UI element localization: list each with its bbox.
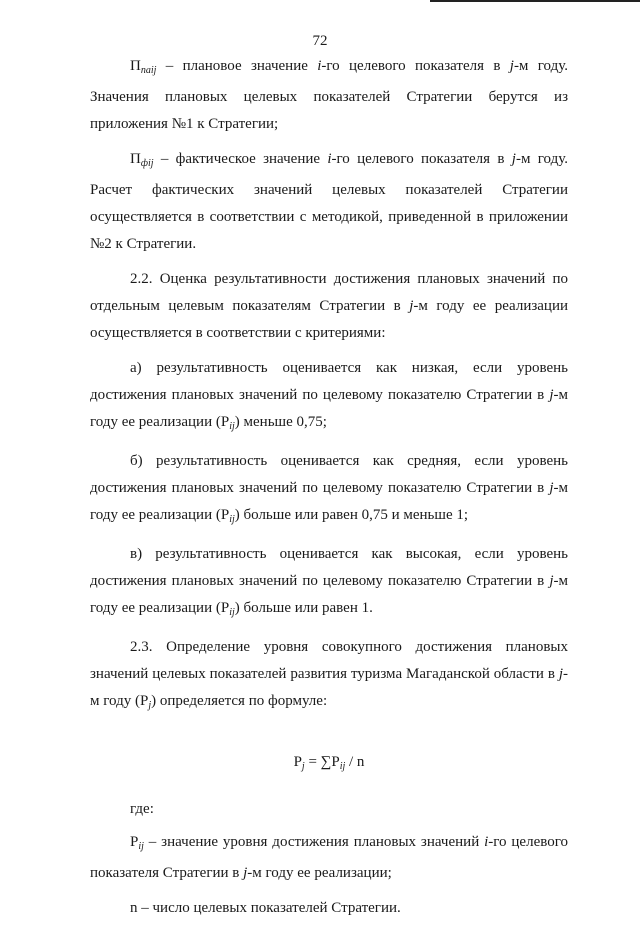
text: а) результативность оценивается как низкая, если уровень достижения плановых значений по целевому показателю Стратегии в [90, 360, 568, 403]
text: -м году ее реализации (Р [90, 387, 568, 430]
subscript: ij [229, 421, 235, 432]
text: ) больше или равен 1. [234, 600, 373, 616]
text: -го целевого показателя в [331, 151, 512, 167]
var-j: j [243, 865, 248, 881]
text: -м году ее реализации осуществляется в соответствии с критериями: [90, 298, 569, 341]
formula-rhs: / n [345, 754, 365, 770]
paragraph-2-2 [90, 266, 568, 347]
text: б) результативность оценивается как средняя, если уровень достижения плановых значений по целевому показателю Стратегии в [90, 453, 568, 496]
criterion-b [90, 448, 568, 533]
var-j: j [409, 298, 414, 314]
text: ) меньше 0,75; [234, 414, 327, 430]
subscript: ij [339, 761, 346, 772]
document-body [90, 53, 568, 930]
text: -м году (Р [90, 666, 568, 709]
subscript: ij [138, 841, 144, 852]
where-label: где: [130, 801, 154, 817]
text: ) больше или равен 0,75 и меньше 1; [234, 507, 469, 523]
paragraph-plan-value [90, 53, 568, 138]
text: -м году. Значения плановых целевых показателей Стратегии берутся из приложения №1 к Стратегии; [90, 58, 568, 132]
var-j: j [558, 666, 563, 682]
text: -м году ее реализации (Р [90, 573, 568, 616]
paragraph-fact-value [90, 146, 568, 258]
var-i: i [484, 834, 489, 850]
definition-pij [90, 829, 568, 887]
symbol: Р [130, 834, 139, 850]
var-j: j [549, 387, 554, 403]
page-number: 72 [312, 33, 328, 49]
text: – фактическое значение [153, 151, 328, 167]
subscript: j [301, 761, 305, 772]
text: – плановое значение [156, 58, 318, 74]
top-rule [430, 0, 640, 2]
text: – значение уровня достижения плановых значений [143, 834, 485, 850]
subscript: фij [140, 158, 154, 169]
text: -м году. Расчет фактических значений целевых показателей Стратегии осуществляется в соответствии с методикой, приведенной в приложении №2 к Стратегии. [90, 151, 569, 252]
symbol: П [130, 151, 141, 167]
formula-mid: = ∑Р [304, 754, 340, 770]
subscript: пaij [140, 65, 157, 76]
text: -го целевого показателя в [321, 58, 510, 74]
var-i: i [317, 58, 322, 74]
var-j: j [549, 573, 554, 589]
var-i: i [327, 151, 332, 167]
criterion-a [90, 355, 568, 440]
text: -м году ее реализации (Р [90, 480, 568, 523]
var-j: j [549, 480, 554, 496]
text: -го целевого показателя Стратегии в [90, 834, 568, 881]
subscript: ij [229, 607, 235, 618]
subscript: j [148, 700, 152, 711]
text: ) определяется по формуле: [151, 693, 328, 709]
var-j: j [509, 58, 514, 74]
criterion-c [90, 541, 568, 626]
text: 2.3. Определение уровня совокупного достижения плановых значений целевых показателей развития туризма Магаданской области в [90, 639, 568, 682]
var-j: j [511, 151, 516, 167]
paragraph-2-3 [90, 634, 568, 719]
text: в) результативность оценивается как высокая, если уровень достижения плановых значений по целевому показателю Стратегии в [90, 546, 568, 589]
symbol: П [130, 58, 141, 74]
definition-n: n – число целевых показателей Стратегии. [130, 900, 401, 916]
text: -м году ее реализации; [247, 865, 392, 881]
formula-lhs: Р [293, 754, 302, 770]
text: 2.2. Оценка результативности достижения плановых значений по отдельным целевым показателям Стратегии в [90, 271, 568, 314]
subscript: ij [229, 514, 235, 525]
formula [90, 749, 568, 780]
